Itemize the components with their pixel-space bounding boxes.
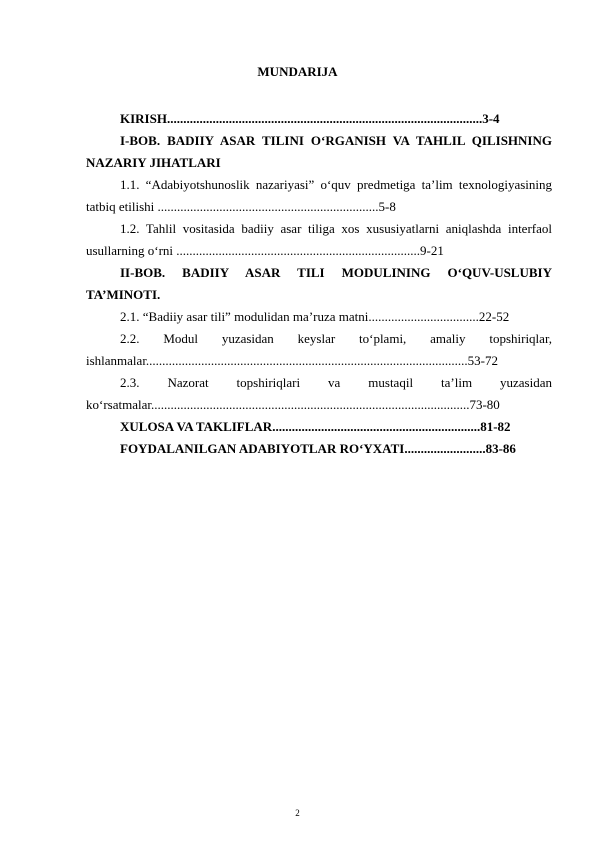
toc-entry-section-1-2: 1.2. Tahlil vositasida badiiy asar tiliga xos xususiyatlarni aniqlashda interfaol usullarning o‘rni ...........................................................................9-21 (86, 221, 552, 258)
toc-entry-chapter-2: II-BOB. BADIIY ASAR TILI MODULINING O‘QUV-USLUBIY TA’MINOTI. (86, 265, 552, 302)
page-title: MUNDARIJA (257, 64, 338, 79)
toc-entry-section-2-3: 2.3. Nazorat topshiriqlari va mustaqil ta’lim yuzasidan ko‘rsatmalar..................................................................................................73-80 (86, 375, 552, 412)
toc-entry-chapter-1: I-BOB. BADIIY ASAR TILINI O‘RGANISH VA TAHLIL QILISHNING NAZARIY JIHATLARI (86, 133, 552, 170)
toc-entry-section-2-2: 2.2. Modul yuzasidan keyslar to‘plami, amaliy topshiriqlar, ishlanmalar...................................................................................................53-72 (86, 331, 552, 368)
page-number: 2 (295, 808, 300, 818)
toc-entry-section-2-1: 2.1. “Badiiy asar tili” modulidan ma’ruza matni..................................22-52 (120, 309, 510, 324)
toc-entry-references: FOYDALANILGAN ADABIYOTLAR RO‘YXATI.........................83-86 (120, 441, 516, 456)
toc-entry-introduction: KIRISH.................................................................................................3-4 (120, 111, 500, 126)
toc-entry-conclusion: XULOSA VA TAKLIFLAR................................................................81-82 (120, 419, 511, 434)
table-of-contents (86, 108, 552, 460)
toc-entry-section-1-1: 1.1. “Adabiyotshunoslik nazariyasi” o‘quv predmetiga ta’lim texnologiyasining tatbiq etilishi ....................................................................5-8 (86, 177, 552, 214)
